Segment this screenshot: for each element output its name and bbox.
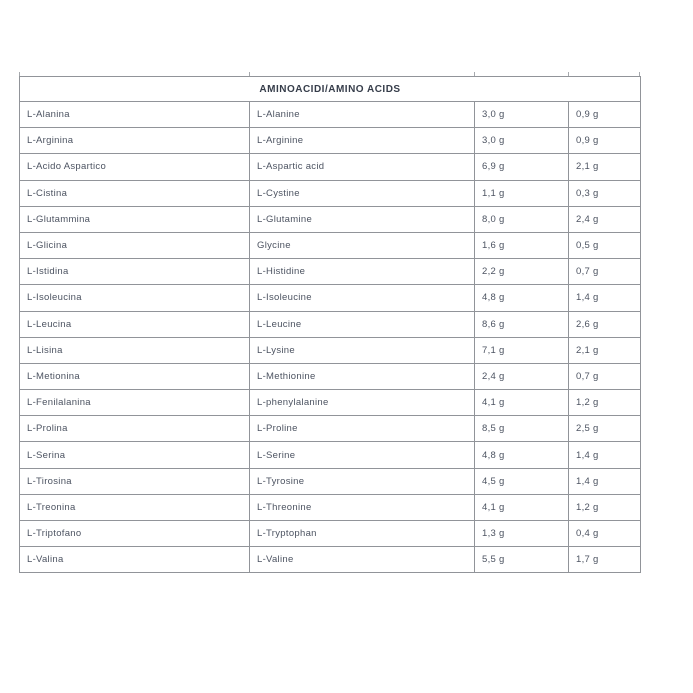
cell-name-italian: L-Triptofano bbox=[20, 521, 250, 547]
cropped-row-tick-right bbox=[639, 72, 640, 76]
cell-value-1: 8,5 g bbox=[475, 416, 569, 442]
table-row bbox=[20, 206, 641, 232]
cell-name-italian: L-Leucina bbox=[20, 311, 250, 337]
cell-value-1: 5,5 g bbox=[475, 547, 569, 573]
table-row bbox=[20, 442, 641, 468]
cell-value-2: 0,3 g bbox=[569, 180, 641, 206]
cell-name-english: L-Tyrosine bbox=[250, 468, 475, 494]
amino-acids-table bbox=[19, 76, 641, 573]
table-row bbox=[20, 154, 641, 180]
cell-value-2: 2,6 g bbox=[569, 311, 641, 337]
cell-name-italian: L-Alanina bbox=[20, 102, 250, 128]
cell-value-2: 0,7 g bbox=[569, 259, 641, 285]
table-row bbox=[20, 102, 641, 128]
cell-value-2: 1,7 g bbox=[569, 547, 641, 573]
cell-value-1: 8,6 g bbox=[475, 311, 569, 337]
cell-value-1: 1,3 g bbox=[475, 521, 569, 547]
cell-name-italian: L-Serina bbox=[20, 442, 250, 468]
cell-name-italian: L-Arginina bbox=[20, 128, 250, 154]
cell-name-english: L-Leucine bbox=[250, 311, 475, 337]
cell-value-1: 3,0 g bbox=[475, 102, 569, 128]
table-body bbox=[20, 102, 641, 573]
cell-value-1: 2,4 g bbox=[475, 363, 569, 389]
cell-value-1: 7,1 g bbox=[475, 337, 569, 363]
cell-name-english: L-Aspartic acid bbox=[250, 154, 475, 180]
cell-value-1: 8,0 g bbox=[475, 206, 569, 232]
cell-name-italian: L-Glutammina bbox=[20, 206, 250, 232]
cell-name-italian: L-Isoleucina bbox=[20, 285, 250, 311]
cell-name-english: L-Threonine bbox=[250, 494, 475, 520]
cell-name-italian: L-Tirosina bbox=[20, 468, 250, 494]
table-row bbox=[20, 180, 641, 206]
cell-value-2: 2,1 g bbox=[569, 154, 641, 180]
cell-name-english: L-Cystine bbox=[250, 180, 475, 206]
cell-name-english: L-Serine bbox=[250, 442, 475, 468]
table-row bbox=[20, 468, 641, 494]
cell-value-1: 4,8 g bbox=[475, 285, 569, 311]
table-row bbox=[20, 311, 641, 337]
table-row bbox=[20, 547, 641, 573]
cell-name-english: L-Arginine bbox=[250, 128, 475, 154]
cell-name-english: L-Histidine bbox=[250, 259, 475, 285]
cell-value-2: 1,4 g bbox=[569, 285, 641, 311]
cell-value-2: 1,4 g bbox=[569, 468, 641, 494]
cell-value-2: 0,5 g bbox=[569, 232, 641, 258]
cell-name-english: L-Glutamine bbox=[250, 206, 475, 232]
cell-value-2: 1,2 g bbox=[569, 494, 641, 520]
cell-name-english: L-Alanine bbox=[250, 102, 475, 128]
cell-name-italian: L-Acido Aspartico bbox=[20, 154, 250, 180]
cell-value-1: 3,0 g bbox=[475, 128, 569, 154]
table-row bbox=[20, 494, 641, 520]
cell-name-italian: L-Fenilalanina bbox=[20, 390, 250, 416]
table-row bbox=[20, 521, 641, 547]
cropped-row-tick-col1 bbox=[249, 72, 250, 76]
table-row bbox=[20, 128, 641, 154]
cell-value-2: 0,7 g bbox=[569, 363, 641, 389]
cell-name-english: Glycine bbox=[250, 232, 475, 258]
cell-name-english: L-phenylalanine bbox=[250, 390, 475, 416]
cell-name-italian: L-Glicina bbox=[20, 232, 250, 258]
cell-value-2: 0,4 g bbox=[569, 521, 641, 547]
cell-name-italian: L-Treonina bbox=[20, 494, 250, 520]
cell-value-1: 4,1 g bbox=[475, 390, 569, 416]
table-row bbox=[20, 232, 641, 258]
cell-value-2: 1,4 g bbox=[569, 442, 641, 468]
cell-name-italian: L-Prolina bbox=[20, 416, 250, 442]
cell-name-english: L-Tryptophan bbox=[250, 521, 475, 547]
cell-value-2: 0,9 g bbox=[569, 128, 641, 154]
cropped-row-tick-left bbox=[19, 72, 20, 76]
cell-value-2: 2,1 g bbox=[569, 337, 641, 363]
table-row bbox=[20, 416, 641, 442]
table-row bbox=[20, 337, 641, 363]
cell-name-italian: L-Istidina bbox=[20, 259, 250, 285]
cell-value-2: 2,4 g bbox=[569, 206, 641, 232]
cell-value-1: 2,2 g bbox=[475, 259, 569, 285]
cell-name-english: L-Valine bbox=[250, 547, 475, 573]
cropped-row-tick-col2 bbox=[474, 72, 475, 76]
cell-name-english: L-Lysine bbox=[250, 337, 475, 363]
cell-name-italian: L-Metionina bbox=[20, 363, 250, 389]
cell-name-italian: L-Cistina bbox=[20, 180, 250, 206]
table-row bbox=[20, 285, 641, 311]
cell-value-2: 2,5 g bbox=[569, 416, 641, 442]
cell-value-1: 6,9 g bbox=[475, 154, 569, 180]
cell-name-italian: L-Lisina bbox=[20, 337, 250, 363]
cropped-row-tick-col3 bbox=[568, 72, 569, 76]
table-row bbox=[20, 259, 641, 285]
amino-acids-data-table bbox=[19, 76, 641, 573]
cell-name-english: L-Isoleucine bbox=[250, 285, 475, 311]
table-header-row bbox=[20, 77, 641, 102]
table-row bbox=[20, 390, 641, 416]
table-header: AMINOACIDI/AMINO ACIDS bbox=[20, 77, 641, 102]
cell-value-1: 1,1 g bbox=[475, 180, 569, 206]
cell-name-english: L-Methionine bbox=[250, 363, 475, 389]
cell-name-english: L-Proline bbox=[250, 416, 475, 442]
cell-name-italian: L-Valina bbox=[20, 547, 250, 573]
table-row bbox=[20, 363, 641, 389]
cell-value-2: 0,9 g bbox=[569, 102, 641, 128]
cell-value-1: 4,8 g bbox=[475, 442, 569, 468]
cell-value-1: 1,6 g bbox=[475, 232, 569, 258]
cell-value-1: 4,5 g bbox=[475, 468, 569, 494]
cell-value-1: 4,1 g bbox=[475, 494, 569, 520]
cell-value-2: 1,2 g bbox=[569, 390, 641, 416]
